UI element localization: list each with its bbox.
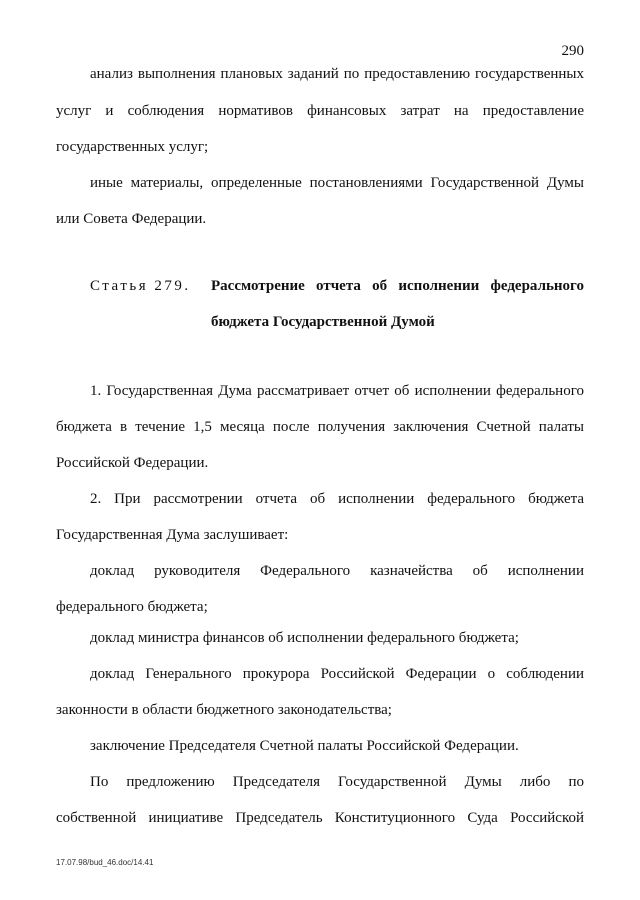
text-line: доклад Генерального прокурора Российской Федерации о соблюдении bbox=[90, 666, 584, 682]
text-line: или Совета Федерации. bbox=[56, 211, 207, 227]
text-line: законности в области бюджетного законодательства; bbox=[56, 702, 392, 718]
text-line: Государственная Дума заслушивает: bbox=[56, 527, 289, 543]
text-line: анализ выполнения плановых заданий по предоставлению государственных bbox=[90, 66, 584, 82]
text-line: 2. При рассмотрении отчета об исполнении федерального бюджета bbox=[90, 491, 584, 507]
text-line: федерального бюджета; bbox=[56, 599, 208, 615]
text-line: бюджета в течение 1,5 месяца после получения заключения Счетной палаты bbox=[56, 419, 584, 435]
text-line: доклад министра финансов об исполнении федерального бюджета; bbox=[90, 630, 519, 646]
text-line: государственных услуг; bbox=[56, 139, 209, 155]
text-line: По предложению Председателя Государственной Думы либо по bbox=[90, 774, 584, 790]
text-line: иные материалы, определенные постановлениями Государственной Думы bbox=[90, 175, 584, 191]
text-line: заключение Председателя Счетной палаты Российской Федерации. bbox=[90, 738, 519, 754]
article-label: Статья 279. bbox=[90, 278, 191, 294]
text-line: собственной инициативе Председатель Конституционного Суда Российской bbox=[56, 810, 584, 826]
file-footer: 17.07.98/bud_46.doc/14.41 bbox=[56, 858, 154, 867]
text-line: доклад руководителя Федерального казначейства об исполнении bbox=[90, 563, 584, 579]
text-line: услуг и соблюдения нормативов финансовых затрат на предоставление bbox=[56, 103, 584, 119]
page-number: 290 bbox=[561, 43, 584, 59]
text-line: 1. Государственная Дума рассматривает отчет об исполнении федерального bbox=[90, 383, 584, 399]
text-line: Российской Федерации. bbox=[56, 455, 209, 471]
article-title-line: Рассмотрение отчета об исполнении федерального bbox=[211, 278, 584, 294]
article-title-line: бюджета Государственной Думой bbox=[211, 314, 435, 330]
